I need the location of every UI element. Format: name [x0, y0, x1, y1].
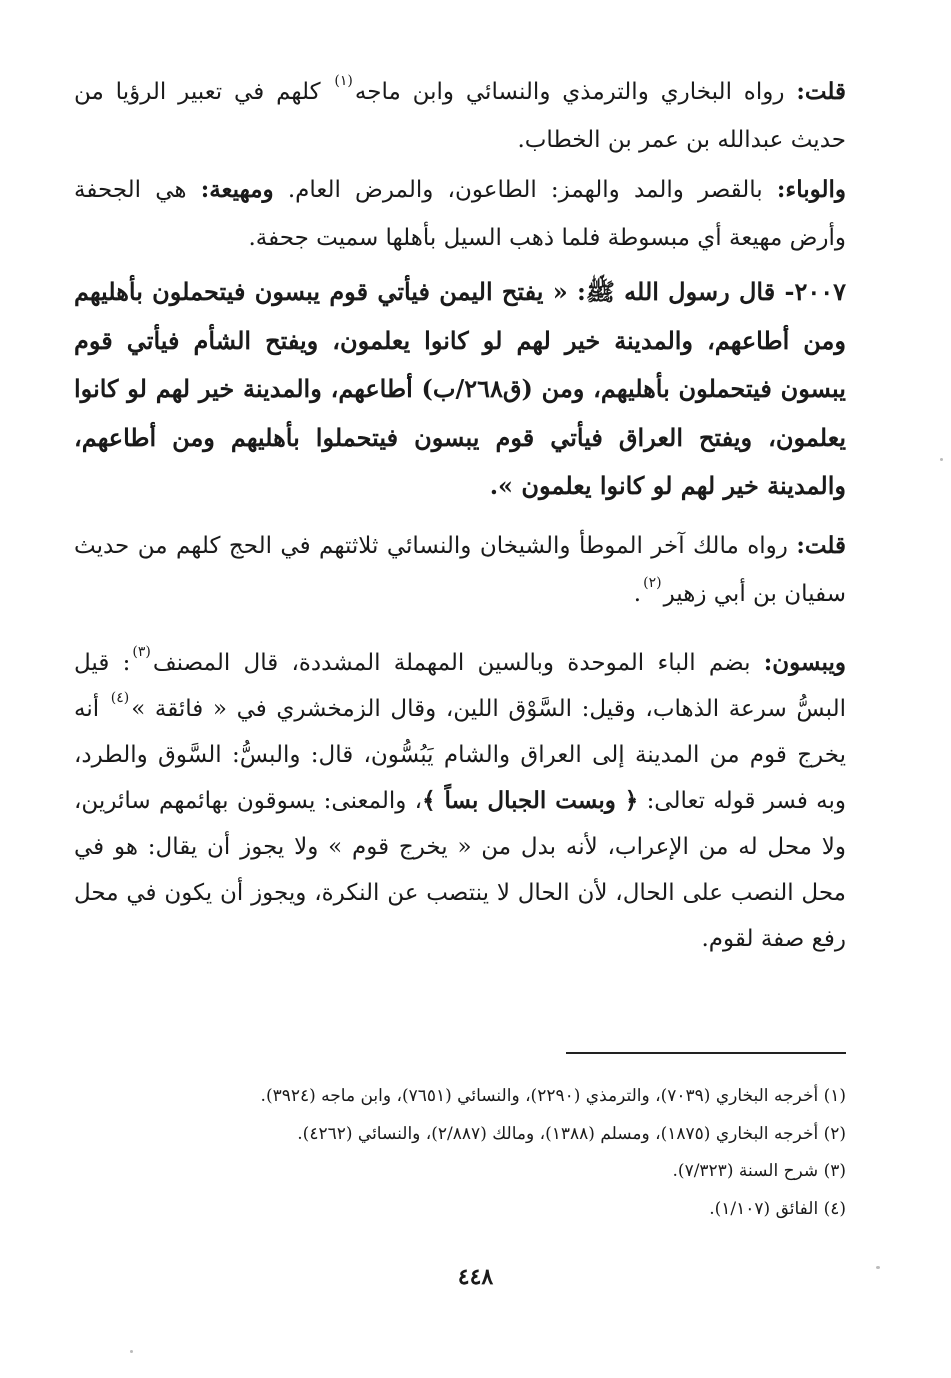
paragraph-text: بضم الباء الموحدة وبالسين المهملة المشددة، قال المصنف: [152, 650, 751, 676]
footnote-ref[interactable]: (٢): [643, 575, 662, 591]
paragraph-text: كلهم في تعبير الرؤيا من حديث عبدالله بن عمر بن الخطاب.: [74, 79, 846, 153]
paragraph-yabusun: [74, 640, 846, 962]
label-wabaa: والوباء:: [776, 176, 846, 203]
paragraph-wabaa: [74, 166, 846, 262]
paragraph-text: أنه يخرج قوم من المدينة إلى العراق والشام يَبُسُّون، قال: والبسُّ: السَّوق والطرد، وبه فسر قوله تعالى:: [74, 696, 847, 814]
footnotes: [74, 1078, 846, 1228]
hadith-text: ٢٠٠٧- قال رسول الله ﷺ: « يفتح اليمن فيأتي قوم يبسون فيتحملون بأهليهم ومن أطاعهم، والمدينة خير لهم لو كانوا يعلمون، ويفتح الشأم فيأتي قوم يبسون فيتحملون بأهليهم، ومن (ق٢٦٨/ب) أطاعهم، والمدينة خير لهم لو كانوا يعلمون، ويفتح العراق فيأتي قوم يبسون فيتحملوا بأهليهم ومن أطاعهم، والمدينة خير لهم لو كانوا يعلمون ».: [74, 277, 847, 500]
footnote-ref[interactable]: (٣): [132, 644, 151, 660]
footnote-ref[interactable]: (٤): [110, 690, 130, 706]
footnote-4: (٤) الفائق (١/١٠٧).: [709, 1198, 846, 1219]
quran-verse: ﴿ وبست الجبال بساً ﴾: [422, 787, 639, 814]
scan-speck: [940, 458, 943, 461]
paragraph-text: رواه البخاري والترمذي والنسائي وابن ماجه: [354, 79, 785, 105]
paragraph-text: : قيل البسُّ سرعة الذهاب، وقيل: السَّوْق اللين، وقال الزمخشري في « فائقة »: [74, 650, 847, 722]
paragraph-text: رواه مالك آخر الموطأ والشيخان والنسائي ثلاثتهم في الحج كلهم من حديث سفيان بن أبي زهير: [74, 533, 846, 607]
paragraph-text: هي الجحفة وأرض مهيعة أي مبسوطة فلما ذهب السيل بأهلها سميت جحفة.: [74, 177, 846, 251]
label-qult: قلت:: [796, 78, 847, 105]
label-yabusun: ويبسون:: [763, 649, 847, 676]
footnote-1: (١) أخرجه البخاري (٧٠٣٩)، والترمذي (٢٢٩٠)، والنسائي (٧٦٥١)، وابن ماجه (٣٩٢٤).: [260, 1086, 846, 1106]
paragraph-text: بالقصر والمد والهمز: الطاعون، والمرض العام.: [287, 177, 763, 203]
page-number: ٤٤٨: [457, 1264, 494, 1290]
label-mahyaa: ومهيعة:: [200, 176, 274, 203]
scan-speck: [876, 1266, 880, 1269]
paragraph-text: ، والمعنى: يسوقون بهائمهم سائرين، ولا محل له من الإعراب، لأنه بدل من « يخرج قوم » ولا يجوز أن يقال: هو في محل النصب على الحال، لأن الحال لا ينتصب عن النكرة، ويجوز أن يكون في محل رفع صفة لقوم.: [74, 788, 846, 952]
paragraph-qult-1: [74, 68, 846, 164]
paragraph-text: .: [633, 581, 642, 607]
hadith-2007: [74, 268, 846, 511]
footnote-3: (٣) شرح السنة (٧/٣٢٣).: [672, 1161, 846, 1181]
footnote-ref[interactable]: (١): [334, 73, 353, 89]
footnote-2: (٢) أخرجه البخاري (١٨٧٥)، ومسلم (١٣٨٨)، ومالك (٢/٨٨٧)، والنسائي (٤٢٦٢).: [297, 1123, 846, 1144]
paragraph-qult-2: [74, 522, 846, 618]
footnote-separator: [566, 1052, 846, 1054]
label-qult: قلت:: [796, 532, 847, 559]
scan-speck: [130, 1350, 133, 1353]
